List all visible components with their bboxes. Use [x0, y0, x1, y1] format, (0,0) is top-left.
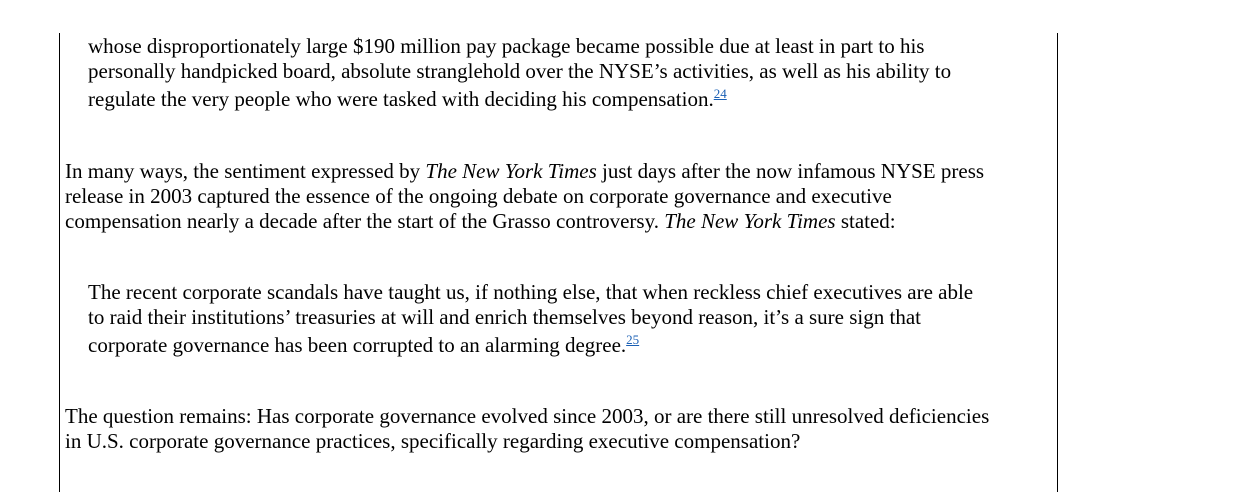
text-segment: corporate governance has been corrupted to an alarming degree. [88, 333, 627, 357]
text-line [88, 333, 1048, 358]
block-quote-nyt [88, 280, 1048, 358]
footnote-ref-25 [626, 332, 639, 347]
text-line: The question remains: Has corporate governance evolved since 2003, or are there still unresolved deficiencies [65, 404, 990, 428]
text-line: to raid their institutions’ treasuries at will and enrich themselves beyond reason, it’s a sure sign that [88, 305, 921, 329]
text-segment: In many ways, the sentiment expressed by [65, 159, 426, 183]
body-paragraph-nyt [65, 159, 1055, 234]
publication-title: The New York Times [664, 209, 836, 233]
publication-title: The New York Times [425, 159, 597, 183]
text-segment: compensation nearly a decade after the start of the Grasso controversy. [65, 209, 665, 233]
text-line: whose disproportionately large $190 million pay package became possible due at least in part to his [88, 34, 925, 58]
text-line: The recent corporate scandals have taught us, if nothing else, that when reckless chief executives are able [88, 280, 974, 304]
text-segment: stated: [835, 209, 896, 233]
footnote-ref-24 [714, 86, 727, 101]
text-segment: regulate the very people who were tasked with deciding his compensation. [88, 87, 714, 111]
text-line: personally handpicked board, absolute stranglehold over the NYSE’s activities, as well as his ability to [88, 59, 952, 83]
text-segment: just days after the now infamous NYSE press [596, 159, 985, 183]
text-line [88, 87, 1048, 112]
block-quote-grasso [88, 34, 1048, 112]
body-paragraph-question [65, 404, 1055, 454]
text-line: in U.S. corporate governance practices, specifically regarding executive compensation? [65, 429, 801, 453]
text-line: release in 2003 captured the essence of the ongoing debate on corporate governance and executive [65, 184, 892, 208]
footnote-link-24[interactable]: 24 [713, 86, 727, 101]
footnote-link-25[interactable]: 25 [626, 332, 640, 347]
text-line [65, 159, 1055, 184]
text-line [65, 209, 1055, 234]
